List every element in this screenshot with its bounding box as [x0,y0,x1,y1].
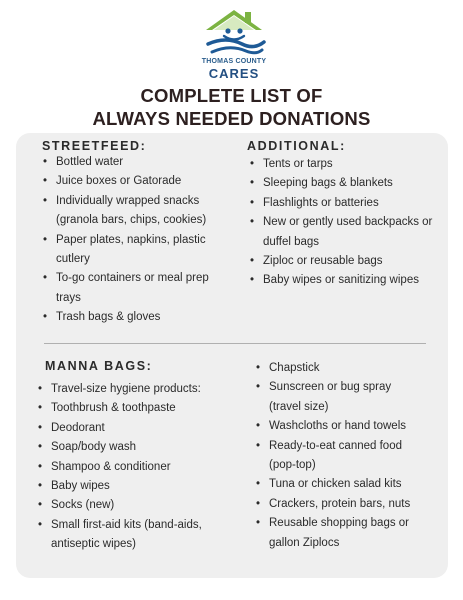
logo-text-cares: CARES [208,66,260,81]
list-item: • Tents or tarps [250,155,440,174]
list-item: • Reusable shopping bags or gallon Ziplocs [256,514,421,553]
manna-bags-list-right [256,359,421,553]
list-item: • Soap/body wash [38,438,228,457]
list-item: • Bottled water [43,153,228,172]
list-item: • Flashlights or batteries [250,194,440,213]
manna-bags-list-left [38,380,228,555]
page-title-line-2: ALWAYS NEEDED DONATIONS [92,108,371,129]
list-item: • Ziploc or reusable bags [250,252,440,271]
list-item: • Sunscreen or bug spray (travel size) [256,378,421,417]
page-title-line-1: COMPLETE LIST OF [140,85,323,106]
list-item: • Juice boxes or Gatorade [43,172,228,191]
list-item: • Socks (new) [38,496,228,515]
streetfeed-heading: STREETFEED: [42,139,147,153]
list-item: • Small first-aid kits (band-aids, antiseptic wipes) [38,516,228,555]
list-item: • Chapstick [256,359,421,378]
list-item: • Ready-to-eat canned food (pop-top) [256,437,421,476]
additional-heading: ADDITIONAL: [247,139,346,153]
list-item: • Toothbrush & toothpaste [38,399,228,418]
list-item: • Shampoo & conditioner [38,458,228,477]
list-item: • New or gently used backpacks or duffel bags [250,213,440,252]
list-item: • To-go containers or meal prep trays [43,269,228,308]
list-item: • Baby wipes [38,477,228,496]
logo-text-county: THOMAS COUNTY [201,58,267,65]
list-item: • Deodorant [38,419,228,438]
additional-list [250,155,440,291]
list-item: • Crackers, protein bars, nuts [256,495,421,514]
list-item: • Sleeping bags & blankets [250,174,440,193]
manna-bags-heading: MANNA BAGS: [45,359,153,373]
thomas-county-cares-logo [196,6,272,80]
streetfeed-list [43,153,228,328]
house-logo-icon [202,6,266,58]
list-item: • Individually wrapped snacks (granola bars, chips, cookies) [43,192,228,231]
list-item: • Paper plates, napkins, plastic cutlery [43,231,228,270]
section-divider [44,343,426,344]
list-item: • Travel-size hygiene products: [38,380,228,399]
list-item: • Washcloths or hand towels [256,417,421,436]
list-item: • Baby wipes or sanitizing wipes [250,271,440,290]
list-item: • Tuna or chicken salad kits [256,475,421,494]
list-item: • Trash bags & gloves [43,308,228,327]
